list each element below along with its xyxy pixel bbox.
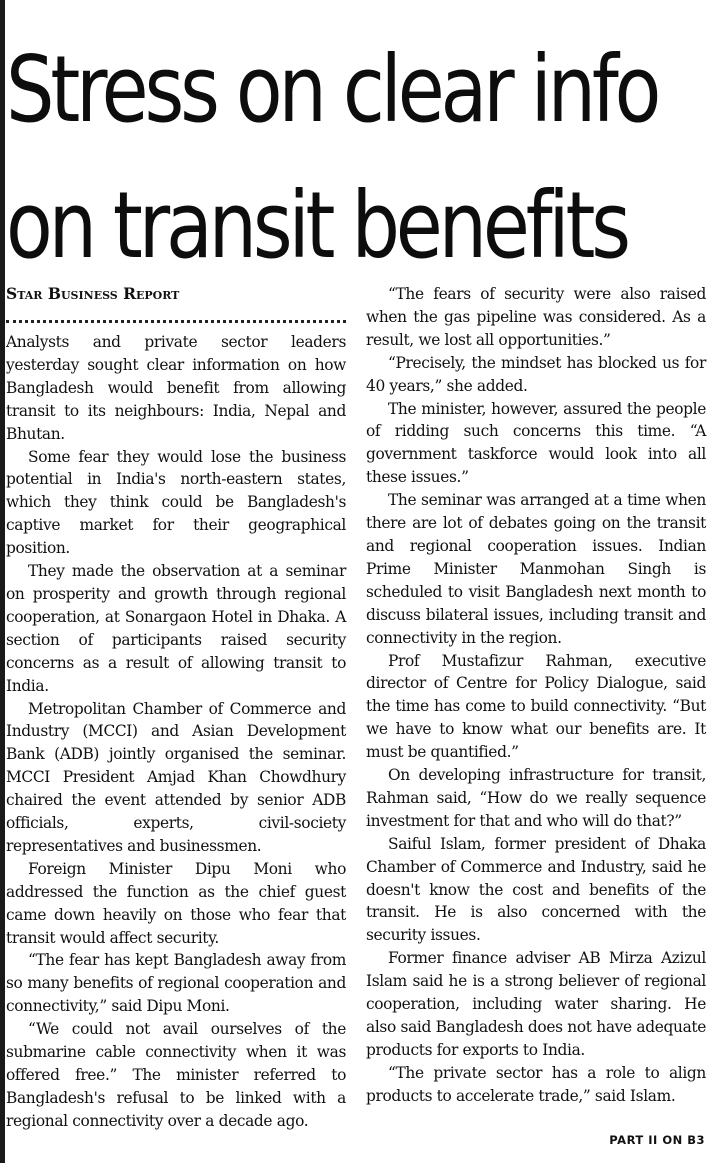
headline — [6, 22, 658, 294]
paragraph: They made the observation at a seminar on prosperity and growth through regional cooperation, at Sonargaon Hotel in Dhaka. A section of participants raised security concerns as a result of allowing transit to India. — [6, 562, 346, 695]
left-column — [6, 283, 346, 1133]
paragraph: Analysts and private sector leaders yesterday sought clear information on how Bangladesh would benefit from allowing transit to its neighbours: India, Nepal and Bhutan. — [6, 333, 346, 443]
paragraph: Prof Mustafizur Rahman, executive director of Centre for Policy Dialogue, said the time has come to build connectivity. “But we have to know what our benefits are. It must be quantified.” — [366, 651, 706, 762]
paragraph: The minister, however, assured the people of ridding such concerns this time. “A government taskforce would look into all these issues.” — [366, 399, 706, 487]
paragraph: “The private sector has a role to align products to accelerate trade,” said Islam. — [366, 1063, 706, 1105]
paragraph: The seminar was arranged at a time when there are lot of debates going on the transit and regional cooperation issues. Indian Prime Minister Manmohan Singh is scheduled to visit Bangladesh next month to discuss bilateral issues, including transit and connectivity in the region. — [366, 491, 706, 647]
paragraph: Some fear they would lose the business potential in India's north-eastern states, which they think could be Bangladesh's captive market for their geographical position. — [6, 447, 346, 558]
page-edge-rule — [0, 0, 5, 1163]
paragraph: Saiful Islam, former president of Dhaka Chamber of Commerce and Industry, said he doesn't know the cost and benefits of the transit. He is also concerned with the security issues. — [366, 834, 706, 945]
paragraph: Metropolitan Chamber of Commerce and Industry (MCCI) and Asian Development Bank (ADB) jointly organised the seminar. MCCI President Amjad Khan Chowdhury chaired the event attended by senior ADB officials, experts, civil-society representatives and businessmen. — [6, 699, 346, 855]
byline: Star Business Report — [6, 284, 180, 303]
paragraph: “The fears of security were also raised when the gas pipeline was considered. As a result, we lost all opportunities.” — [366, 285, 706, 349]
dotted-divider — [6, 305, 346, 323]
paragraph: On developing infrastructure for transit, Rahman said, “How do we really sequence investment for that and who will do that?” — [366, 766, 706, 830]
paragraph: “We could not avail ourselves of the submarine cable connectivity when it was offered free.” The minister referred to Bangladesh's refusal to be linked with a regional connectivity over a decade ago. — [6, 1020, 346, 1130]
paragraph: Former finance adviser AB Mirza Azizul Islam said he is a strong believer of regional cooperation, including water sharing. He also said Bangladesh does not have adequate products for exports to India. — [366, 949, 706, 1059]
paragraph: “The fear has kept Bangladesh away from so many benefits of regional cooperation and connectivity,” said Dipu Moni. — [6, 951, 346, 1016]
continued-on-page-link: PART II ON B3 — [609, 1133, 705, 1147]
paragraph: “Precisely, the mindset has blocked us for 40 years,” she added. — [366, 353, 706, 395]
paragraph: Foreign Minister Dipu Moni who addressed the function as the chief guest came down heavily on those who fear that transit would affect security. — [6, 859, 346, 947]
headline-line-2: on transit benefits — [6, 172, 627, 279]
headline-line-1: Stress on clear info — [6, 36, 658, 143]
right-column — [366, 283, 706, 1108]
